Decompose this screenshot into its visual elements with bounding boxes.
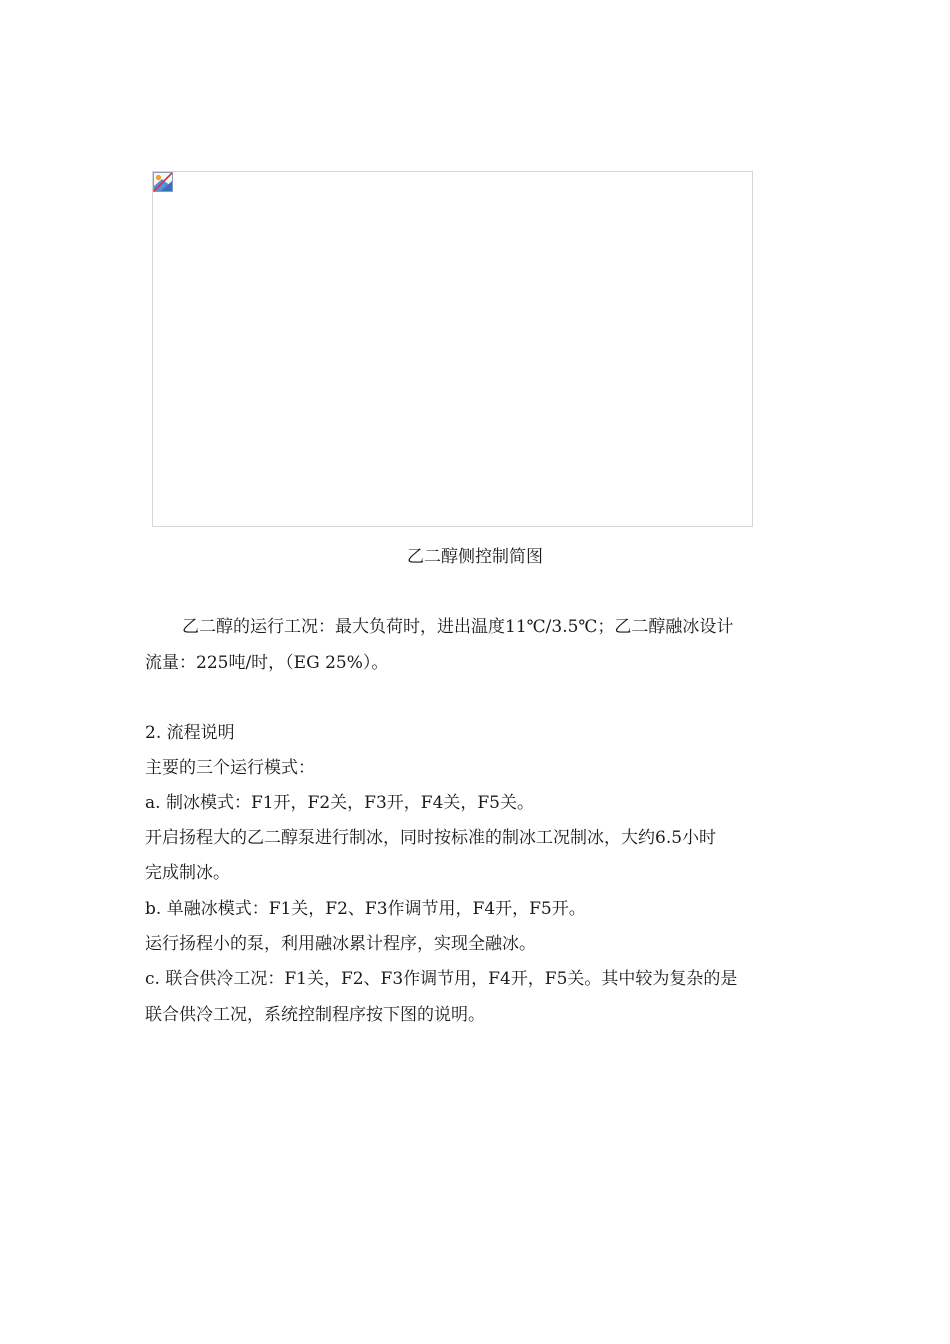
mode-b-title: b. 单融冰模式：F1关，F2、F3作调节用，F4开，F5开。 bbox=[145, 899, 586, 919]
conditions-paragraph-line1: 乙二醇的运行工况：最大负荷时，进出温度11℃/3.5℃；乙二醇融冰设计 bbox=[182, 617, 734, 637]
mode-a-description-line1: 开启扬程大的乙二醇泵进行制冰，同时按标准的制冰工况制冰，大约6.5小时 bbox=[145, 828, 717, 848]
section-heading: 2. 流程说明 bbox=[145, 723, 235, 743]
mode-b-description: 运行扬程小的泵，利用融冰累计程序，实现全融冰。 bbox=[145, 934, 536, 954]
mode-c-title-line1: c. 联合供冷工况：F1关，F2、F3作调节用，F4开，F5关。其中较为复杂的是 bbox=[145, 969, 738, 989]
mode-c-title-line2: 联合供冷工况，系统控制程序按下图的说明。 bbox=[145, 1005, 485, 1025]
figure-caption: 乙二醇侧控制简图 bbox=[407, 547, 543, 567]
mode-a-description-line2: 完成制冰。 bbox=[145, 863, 230, 883]
mode-a-title: a. 制冰模式：F1开，F2关，F3开，F4关，F5关。 bbox=[145, 793, 534, 813]
broken-image-icon bbox=[153, 172, 173, 192]
modes-intro: 主要的三个运行模式： bbox=[145, 758, 315, 778]
figure-image-placeholder bbox=[152, 171, 753, 527]
conditions-paragraph-line2: 流量：225吨/时，（EG 25%）。 bbox=[145, 653, 389, 673]
